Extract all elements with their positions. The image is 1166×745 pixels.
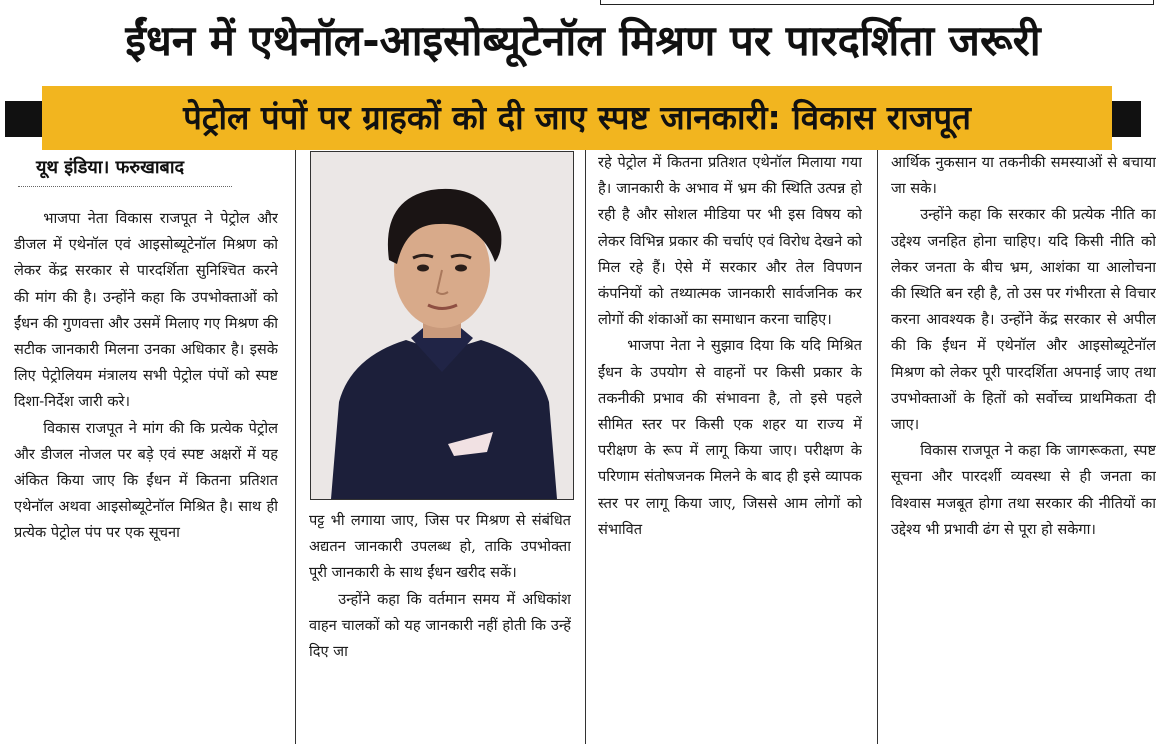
paragraph: विकास राजपूत ने कहा कि जागरूकता, स्पष्ट सूचना और पारदर्शी व्यवस्था से ही जनता का विश्वास मजबूत होगा तथा सरकार की नीतियों का उद्देश्य भी प्रभावी ढंग से पूरा हो सकेगा। xyxy=(891,442,1156,538)
article-column-3 xyxy=(598,150,862,744)
paragraph: रहे पेट्रोल में कितना प्रतिशत एथेनॉल मिलाया गया है। जानकारी के अभाव में भ्रम की स्थिति उत्पन्न हो रही है और सोशल मीडिया पर भी इस विषय को लेकर विभिन्न प्रकार की चर्चाएं एवं विरोध देखने को मिल रहे हैं। ऐसे में सरकार और तेल विपणन कंपनियों को तथ्यात्मक जानकारी सार्वजनिक कर लोगों की शंकाओं का समाधान करना चाहिए। xyxy=(598,154,862,329)
top-frame-border xyxy=(600,0,1154,5)
column-divider xyxy=(585,150,586,744)
portrait-illustration xyxy=(311,152,573,499)
portrait-photo xyxy=(310,151,574,500)
paragraph: पट्ट भी लगाया जाए, जिस पर मिश्रण से संबंधित अद्यतन जानकारी उपलब्ध हो, ताकि उपभोक्ता पूरी जानकारी के साथ ईंधन खरीद सकें। xyxy=(309,512,571,582)
paragraph: उन्होंने कहा कि सरकार की प्रत्येक नीति का उद्देश्य जनहित होना चाहिए। यदि किसी नीति को लेकर जनता के बीच भ्रम, आशंका या आलोचना की स्थिति बन रही है, तो उस पर गंभीरता से विचार करना आवश्यक है। उन्होंने केंद्र सरकार से अपील की कि ईंधन में एथेनॉल और आइसोब्यूटेनॉल मिश्रण को लेकर पूरी पारदर्शिता अपनाई जाए तथा उपभोक्ताओं के हितों को सर्वोच्च प्राथमिकता दी जाए। xyxy=(891,206,1156,434)
article-column-2 xyxy=(309,508,571,744)
column-divider xyxy=(295,150,296,744)
column-divider xyxy=(877,150,878,744)
byline: यूथ इंडिया। फरुखाबाद xyxy=(36,157,185,178)
byline-rule xyxy=(18,186,232,187)
article-column-4 xyxy=(891,150,1156,744)
paragraph: उन्होंने कहा कि वर्तमान समय में अधिकांश वाहन चालकों को यह जानकारी नहीं होती कि उन्हें दिए जा xyxy=(309,590,571,661)
paragraph: भाजपा नेता विकास राजपूत ने पेट्रोल और डीजल में एथेनॉल एवं आइसोब्यूटेनॉल मिश्रण को लेकर केंद्र सरकार से पारदर्शिता सुनिश्चित करने की मांग की है। उन्होंने कहा कि उपभोक्ताओं को ईंधन की गुणवत्ता और उसमें मिलाए गए मिश्रण की सटीक जानकारी मिलना उनका अधिकार है। इसके लिए पेट्रोलियम मंत्रालय सभी पेट्रोल पंपों को स्पष्ट दिशा-निर्देश जारी करे। xyxy=(14,210,278,411)
paragraph: आर्थिक नुकसान या तकनीकी समस्याओं से बचाया जा सके। xyxy=(891,154,1156,198)
paragraph: विकास राजपूत ने मांग की कि प्रत्येक पेट्रोल और डीजल नोजल पर बड़े एवं स्पष्ट अक्षरों में यह अंकित किया जाए कि ईंधन में कितना प्रतिशत एथेनॉल अथवा आइसोब्यूटेनॉल मिश्रित है। साथ ही प्रत्येक पेट्रोल पंप पर एक सूचना xyxy=(14,419,278,542)
paragraph: भाजपा नेता ने सुझाव दिया कि यदि मिश्रित ईंधन के उपयोग से वाहनों पर किसी प्रकार के तकनीकी प्रभाव की संभावना है, तो इसे पहले सीमित स्तर पर किसी एक शहर या राज्य में परीक्षण के रूप में लागू किया जाए। परीक्षण के परिणाम संतोषजनक मिलने के बाद ही इसे व्यापक स्तर पर लागू किया जाए, जिससे आम लोगों को संभावित xyxy=(598,337,862,538)
headline: ईंधन में एथेनॉल-आइसोब्यूटेनॉल मिश्रण पर पारदर्शिता जरूरी xyxy=(125,16,1041,65)
article-column-1 xyxy=(14,206,278,744)
subheadline: पेट्रोल पंपों पर ग्राहकों को दी जाए स्पष्ट जानकारी: विकास राजपूत xyxy=(42,86,1112,150)
